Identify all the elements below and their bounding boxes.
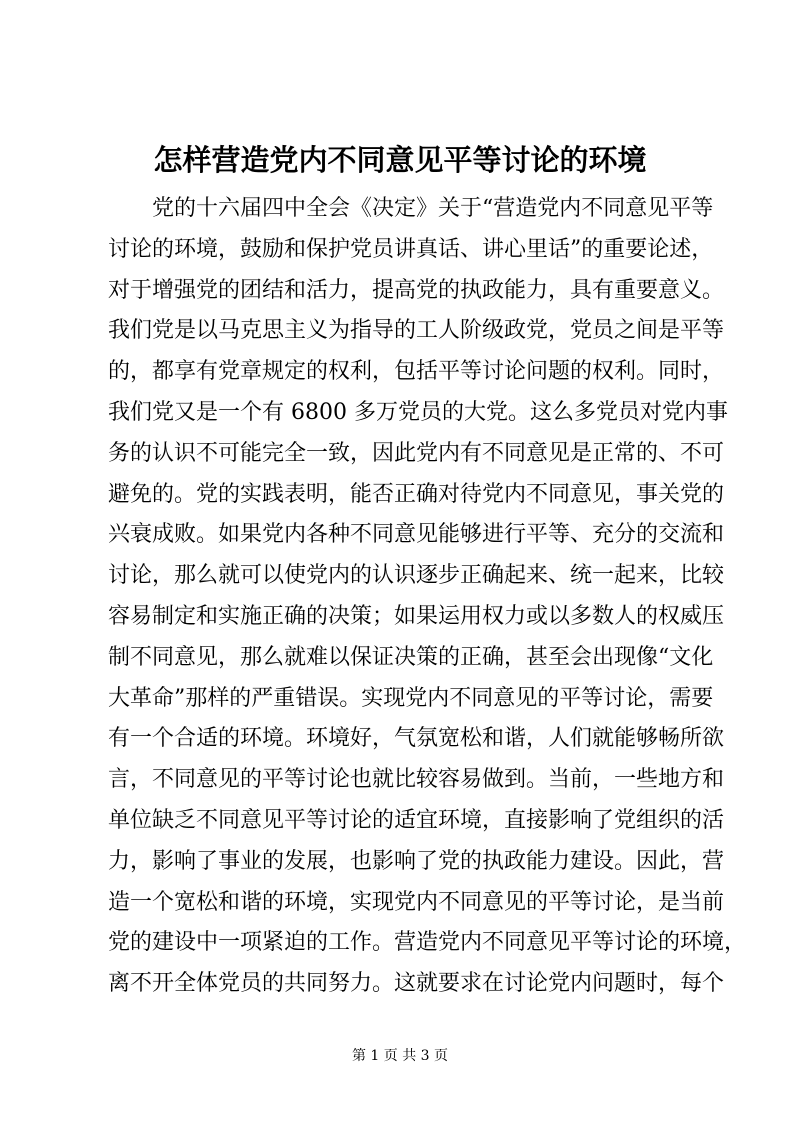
text-line: 对于增强党的团结和活力，提高党的执政能力，具有重要意义。: [108, 277, 725, 303]
text-line: 造一个宽松和谐的环境，实现党内不同意见的平等讨论，是当前: [108, 889, 725, 915]
text-line: 党的建设中一项紧迫的工作。营造党内不同意见平等讨论的环境，: [108, 930, 747, 956]
text-line: 务的认识不可能完全一致，因此党内有不同意见是正常的、不可: [108, 440, 725, 466]
text-line: 制不同意见，那么就难以保证决策的正确，甚至会出现像“文化: [108, 644, 714, 670]
document-title: 怎样营造党内不同意见平等讨论的环境: [153, 143, 647, 177]
text-line: 讨论的环境，鼓励和保护党员讲真话、讲心里话”的重要论述，: [108, 236, 714, 262]
text-line: 避免的。党的实践表明，能否正确对待党内不同意见，事关党的: [108, 481, 725, 507]
text-line: 讨论，那么就可以使党内的认识逐步正确起来、统一起来，比较: [108, 563, 725, 589]
text-line: 大革命”那样的严重错误。实现党内不同意见的平等讨论，需要: [108, 685, 714, 711]
text-line: 单位缺乏不同意见平等讨论的适宜环境，直接影响了党组织的活: [108, 807, 725, 833]
text-line: 力，影响了事业的发展，也影响了党的执政能力建设。因此，营: [108, 848, 725, 874]
text-line: 我们党是以马克思主义为指导的工人阶级政党，党员之间是平等: [108, 318, 725, 344]
body-paragraph: [108, 189, 747, 1005]
text-line: 兴衰成败。如果党内各种不同意见能够进行平等、充分的交流和: [108, 522, 725, 548]
page-footer: 第 1 页 共 3 页: [351, 1048, 449, 1064]
text-line: 容易制定和实施正确的决策；如果运用权力或以多数人的权威压: [108, 603, 725, 629]
text-line: 我们党又是一个有 6800 多万党员的大党。这么多党员对党内事: [108, 399, 728, 425]
text-line: 党的十六届四中全会《决定》关于“营造党内不同意见平等: [152, 196, 714, 221]
text-line: 有一个合适的环境。环境好，气氛宽松和谐，人们就能够畅所欲: [108, 726, 725, 752]
text-line: 的，都享有党章规定的权利，包括平等讨论问题的权利。同时，: [108, 359, 725, 385]
text-line: 离不开全体党员的共同努力。这就要求在讨论党内问题时，每个: [108, 971, 725, 997]
text-line: 言，不同意见的平等讨论也就比较容易做到。当前，一些地方和: [108, 767, 725, 793]
